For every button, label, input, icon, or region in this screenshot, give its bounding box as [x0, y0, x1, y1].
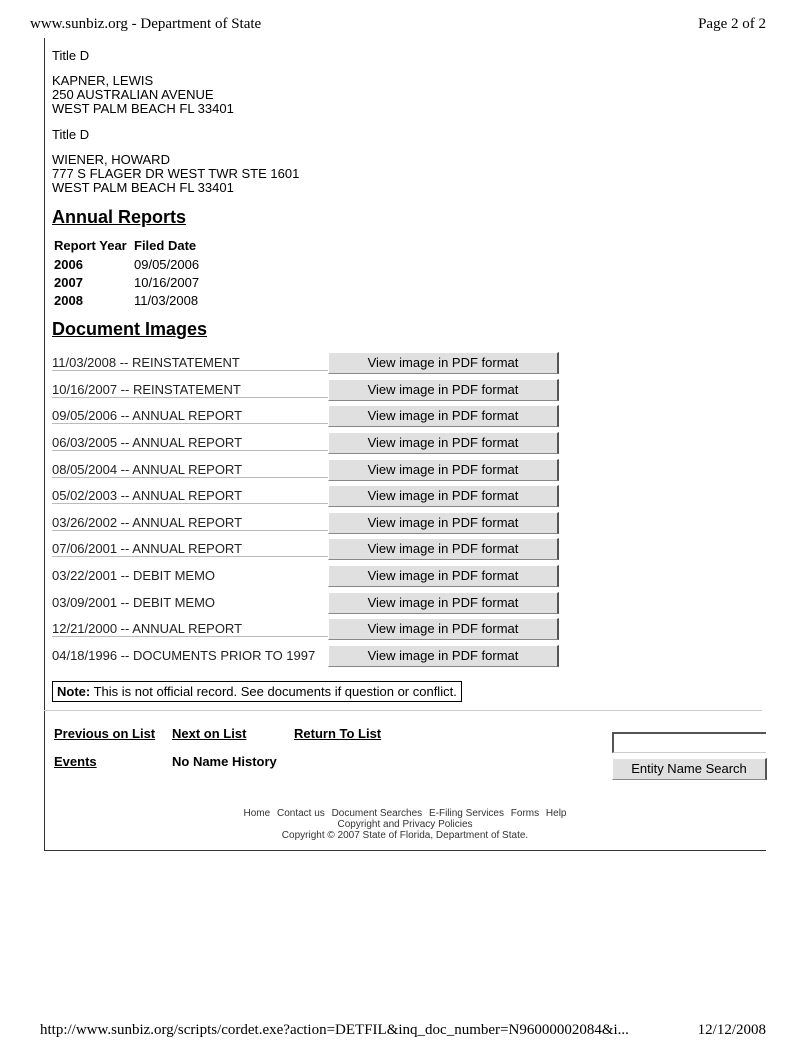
table-row	[52, 563, 559, 590]
document-label: 03/26/2002 -- ANNUAL REPORT	[52, 515, 328, 531]
view-pdf-button[interactable]: View image in PDF format	[328, 592, 559, 614]
filed-date: 11/03/2008	[134, 293, 199, 308]
page-bottom-rule	[44, 850, 766, 851]
document-label: 03/09/2001 -- DEBIT MEMO	[52, 594, 216, 610]
view-pdf-button[interactable]: View image in PDF format	[328, 405, 559, 427]
annual-reports-table	[54, 238, 203, 310]
print-page-number: Page 2 of 2	[698, 16, 766, 32]
footer-links	[44, 808, 766, 819]
entity-name-search-input[interactable]	[612, 732, 766, 753]
view-pdf-button[interactable]: View image in PDF format	[328, 618, 559, 640]
view-pdf-button[interactable]: View image in PDF format	[328, 538, 559, 560]
view-pdf-button[interactable]: View image in PDF format	[328, 512, 559, 534]
officer-title: Title D	[52, 127, 90, 142]
document-images-table	[52, 350, 559, 669]
footer-link-efiling[interactable]: E-Filing Services	[428, 808, 504, 819]
officer-address-block	[52, 74, 762, 116]
officer-2	[52, 127, 762, 195]
table-row	[52, 589, 559, 616]
document-label: 05/02/2003 -- ANNUAL REPORT	[52, 488, 328, 504]
events-link[interactable]: Events	[54, 754, 97, 769]
table-row	[52, 510, 559, 537]
document-label: 12/21/2000 -- ANNUAL REPORT	[52, 621, 328, 637]
document-images-heading: Document Images	[52, 319, 208, 339]
document-label: 08/05/2004 -- ANNUAL REPORT	[52, 462, 328, 478]
report-year: 2007	[54, 275, 83, 290]
table-row	[52, 616, 559, 643]
table-row	[52, 483, 559, 510]
column-header-filed-date: Filed Date	[134, 238, 197, 253]
document-label: 06/03/2005 -- ANNUAL REPORT	[52, 435, 328, 451]
table-row	[52, 643, 559, 670]
footer-copyright: Copyright © 2007 State of Florida, Department of State.	[281, 830, 529, 841]
officer-address-line: 250 AUSTRALIAN AVENUE	[52, 87, 214, 102]
view-pdf-button[interactable]: View image in PDF format	[328, 485, 559, 507]
view-pdf-button[interactable]: View image in PDF format	[328, 379, 559, 401]
footer-link-contact[interactable]: Contact us	[276, 808, 325, 819]
document-label: 04/18/1996 -- DOCUMENTS PRIOR TO 1997	[52, 647, 316, 663]
note-label: Note:	[57, 684, 91, 700]
table-row	[52, 350, 559, 377]
print-header	[30, 16, 766, 33]
entity-name-search-button[interactable]: Entity Name Search	[612, 758, 767, 780]
footer-link-document-searches[interactable]: Document Searches	[331, 808, 423, 819]
print-footer	[40, 1022, 766, 1039]
table-row	[54, 256, 203, 274]
officer-title: Title D	[52, 48, 90, 63]
footer-link-home[interactable]: Home	[243, 808, 271, 819]
table-row	[54, 292, 203, 310]
annual-reports-heading: Annual Reports	[52, 207, 187, 227]
column-header-report-year: Report Year	[54, 238, 127, 253]
document-label: 09/05/2006 -- ANNUAL REPORT	[52, 408, 328, 424]
footer-link-forms[interactable]: Forms	[510, 808, 540, 819]
table-row	[52, 377, 559, 404]
view-pdf-button[interactable]: View image in PDF format	[328, 352, 559, 374]
officer-name: WIENER, HOWARD	[52, 152, 170, 167]
officer-name: KAPNER, LEWIS	[52, 73, 154, 88]
document-label: 11/03/2008 -- REINSTATEMENT	[52, 355, 328, 371]
document-label: 07/06/2001 -- ANNUAL REPORT	[52, 541, 328, 557]
note-text: This is not official record. See documents if question or conflict.	[90, 684, 457, 700]
next-on-list-link[interactable]: Next on List	[172, 726, 247, 741]
main-content	[52, 48, 762, 711]
view-pdf-button[interactable]: View image in PDF format	[328, 645, 559, 667]
return-to-list-link[interactable]: Return To List	[294, 726, 382, 741]
print-date: 12/12/2008	[697, 1022, 766, 1038]
officer-address-line: 777 S FLAGER DR WEST TWR STE 1601	[52, 166, 300, 181]
officer-address-line: WEST PALM BEACH FL 33401	[52, 180, 234, 195]
table-row	[52, 536, 559, 563]
officer-1	[52, 48, 762, 116]
report-year: 2008	[54, 293, 83, 308]
report-year: 2006	[54, 257, 83, 272]
table-row	[52, 456, 559, 483]
document-label: 10/16/2007 -- REINSTATEMENT	[52, 382, 328, 398]
view-pdf-button[interactable]: View image in PDF format	[328, 459, 559, 481]
officer-address-block	[52, 153, 762, 195]
footer-link-help[interactable]: Help	[545, 808, 567, 819]
table-row	[52, 430, 559, 457]
view-pdf-button[interactable]: View image in PDF format	[328, 432, 559, 454]
footer-privacy-link[interactable]: Copyright and Privacy Policies	[337, 819, 473, 830]
note-box	[52, 681, 462, 702]
name-history-label: No Name History	[172, 754, 277, 769]
previous-on-list-link[interactable]: Previous on List	[54, 726, 156, 741]
divider	[44, 710, 762, 711]
document-label: 03/22/2001 -- DEBIT MEMO	[52, 568, 216, 584]
table-row	[52, 403, 559, 430]
site-footer	[44, 808, 766, 841]
table-row	[54, 274, 203, 292]
filed-date: 10/16/2007	[134, 275, 200, 290]
print-url: http://www.sunbiz.org/scripts/cordet.exe?action=DETFIL&inq_doc_number=N96000002084&i...	[40, 1022, 629, 1038]
print-source: www.sunbiz.org - Department of State	[30, 16, 262, 32]
filed-date: 09/05/2006	[134, 257, 200, 272]
officer-address-line: WEST PALM BEACH FL 33401	[52, 101, 234, 116]
view-pdf-button[interactable]: View image in PDF format	[328, 565, 559, 587]
